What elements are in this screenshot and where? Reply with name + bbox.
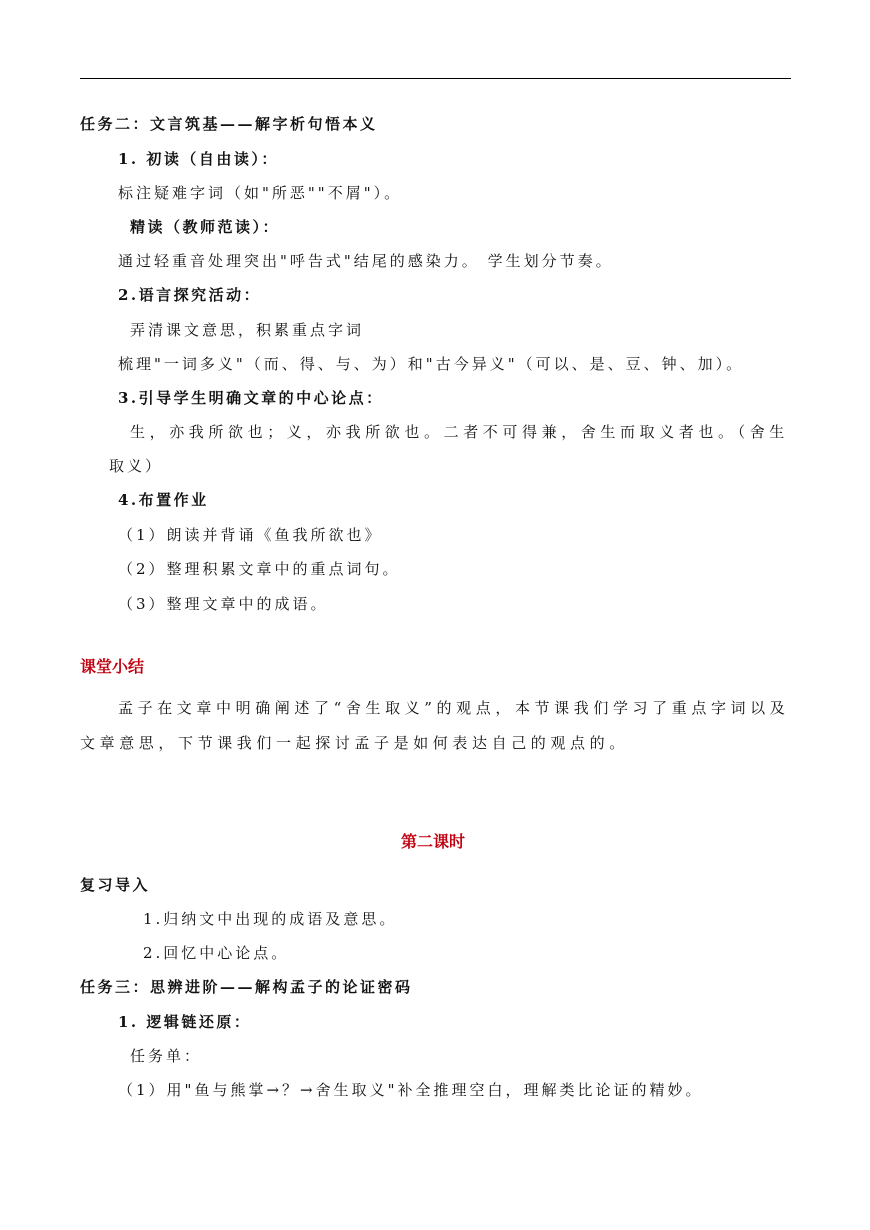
task2-intensive-title: 精读（教师范读）：: [130, 218, 281, 236]
summary-heading: 课堂小结: [80, 657, 145, 676]
homework-item: （1）朗读并背诵《鱼我所欲也》: [118, 526, 383, 544]
task2-heading: 任务二：文言筑基——解字析句悟本义: [80, 115, 378, 133]
task2-step1-text: 标注疑难字词（如"所恶""不屑"）。: [118, 184, 403, 202]
task2-step2-text1: 弄清课文意思，积累重点字词: [130, 321, 365, 339]
review-item: 2.回忆中心论点。: [143, 944, 290, 962]
header-rule: [80, 78, 791, 79]
task2-step2-text2: 梳理"一词多义"（而、得、与、为）和"古今异义"（可以、是、豆、钟、加）。: [118, 355, 745, 373]
summary-text-line2: 文章意思，下节课我们一起探讨孟子是如何表达自己的观点的。: [80, 734, 629, 752]
summary-text-line1: 孟子在文章中明确阐述了“舍生取义”的观点，本节课我们学习了重点字词以及: [118, 699, 790, 717]
task2-step2-title: 2.语言探究活动：: [118, 286, 262, 304]
homework-item: （2）整理积累文章中的重点词句。: [118, 560, 401, 578]
task2-step3-title: 3.引导学生明确文章的中心论点：: [118, 389, 384, 407]
task2-step3-text2: 取义）: [109, 457, 164, 475]
worksheet-item: （1）用"鱼与熊掌→？→舍生取义"补全推理空白，理解类比论证的精妙。: [118, 1081, 704, 1099]
task3-step1-title: 1. 逻辑链还原：: [118, 1013, 252, 1031]
task3-heading: 任务三：思辨进阶——解构孟子的论证密码: [80, 978, 413, 996]
review-item: 1.归纳文中出现的成语及意思。: [143, 910, 398, 928]
task2-intensive-text: 通过轻重音处理突出"呼告式"结尾的感染力。 学生划分节奏。: [118, 252, 614, 270]
lesson2-heading: 第二课时: [401, 832, 466, 851]
task2-step3-text1: 生，亦我所欲也；义，亦我所欲也。二者不可得兼，舍生而取义者也。（舍生: [130, 423, 789, 441]
worksheet-label: 任务单：: [130, 1047, 203, 1065]
homework-item: （3）整理文章中的成语。: [118, 595, 329, 613]
task2-step1-title: 1. 初读（自由读）：: [118, 150, 279, 168]
review-title: 复习导入: [80, 876, 151, 894]
task2-step4-title: 4.布置作业: [118, 491, 209, 509]
